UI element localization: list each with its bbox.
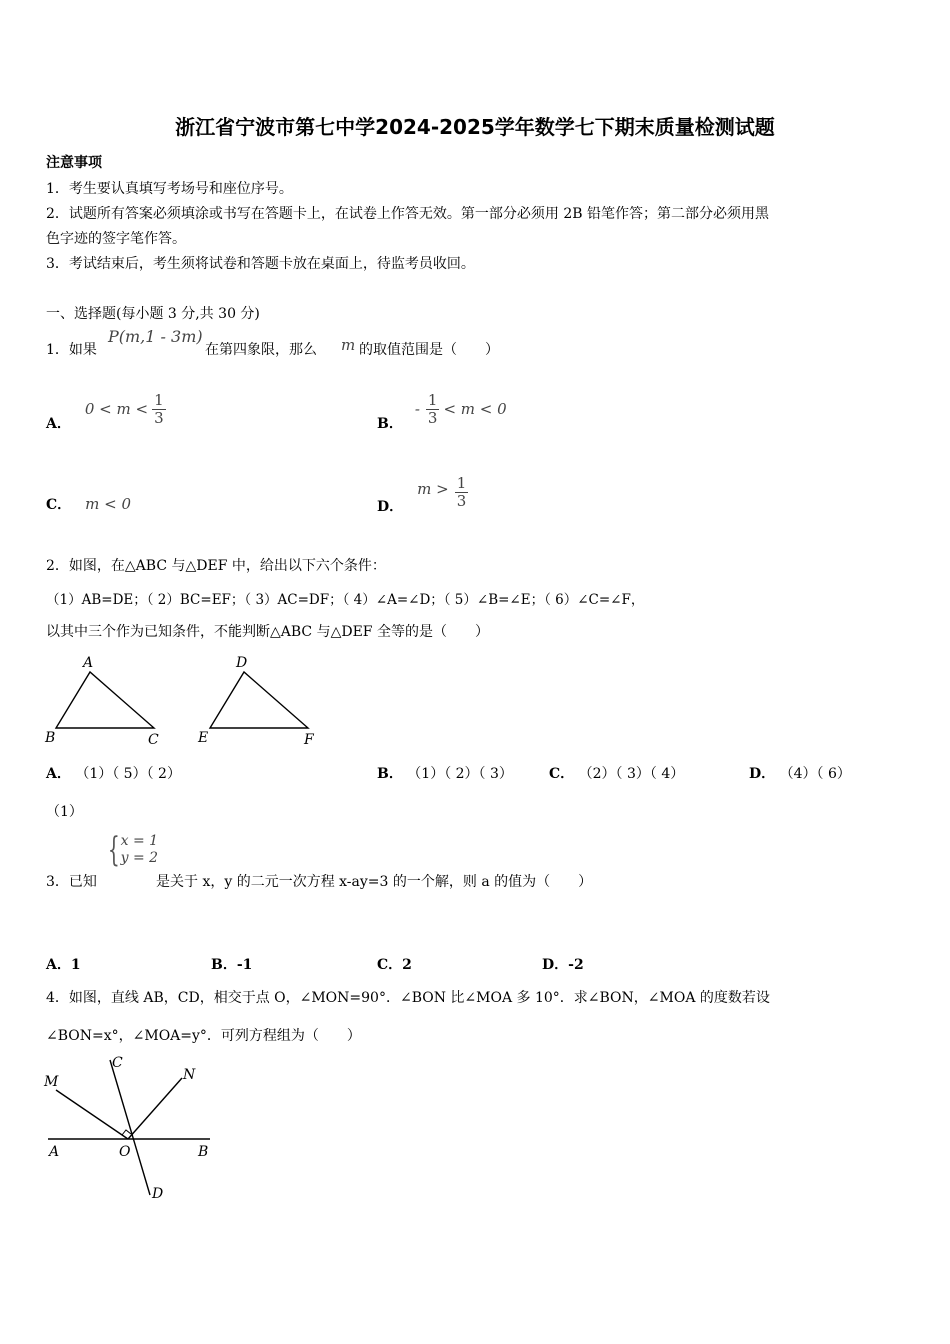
q2-triangles-figure	[40, 652, 330, 750]
label-d: D	[236, 655, 248, 671]
q1-var: m	[341, 336, 356, 354]
q2-option-d[interactable]	[749, 763, 851, 783]
notice-item-3: 3．考试结束后，考生须将试卷和答题卡放在桌面上，待监考员收回。	[46, 256, 475, 272]
q3-option-d[interactable]	[542, 954, 584, 974]
notice-item-1: 1．考生要认真填写考场号和座位序号。	[46, 181, 293, 197]
label-o: O	[119, 1144, 131, 1160]
label-c: C	[148, 732, 159, 748]
q3-option-a-label: A．	[46, 957, 71, 973]
q4-line-2: ∠BON=x°，∠MOA=y°．可列方程组为（ ）	[46, 1028, 361, 1044]
q2-line-1: 2．如图，在△ABC 与△DEF 中，给出以下六个条件：	[46, 558, 386, 574]
q1-option-a-fraction	[152, 392, 166, 427]
q3-option-b[interactable]	[211, 954, 252, 974]
page-title: 浙江省宁波市第七中学2024-2025学年数学七下期末质量检测试题	[175, 115, 775, 139]
q1-point-expr: P(m,1 - 3m)	[108, 327, 203, 346]
ray-om	[56, 1090, 128, 1139]
q2-option-a-label: A．	[46, 766, 71, 782]
q2-option-a[interactable]	[46, 763, 181, 783]
q1-option-b-fraction	[426, 392, 440, 427]
notice-item-2-cont: 色字迹的签字笔作答。	[46, 231, 186, 247]
q4-lines-figure	[40, 1050, 220, 1205]
q1-option-d-left: m >	[417, 480, 449, 498]
q2-option-c-text: （2）（ 3）（ 4）	[578, 766, 685, 782]
q3-option-c-label: C．	[377, 957, 403, 973]
q2-option-d-continued: （1）	[46, 804, 83, 820]
q3-option-d-value: -2	[568, 957, 584, 973]
q3-eq-1: x = 1	[120, 833, 159, 849]
q3-prefix: 3．已知	[46, 874, 97, 890]
q3-option-a[interactable]	[46, 954, 81, 974]
q2-option-b[interactable]	[377, 763, 513, 783]
q3-option-b-value: -1	[236, 957, 253, 973]
q1-option-c-expr: m < 0	[85, 495, 132, 513]
q1-option-b-right: < m < 0	[443, 400, 507, 418]
q1-option-b-den: 3	[427, 408, 438, 427]
q1-option-a-label: A．	[46, 416, 71, 432]
q1-option-d[interactable]	[377, 468, 468, 516]
q1-option-d-label: D．	[377, 499, 404, 515]
triangle-abc	[56, 672, 154, 728]
q3-option-d-label: D．	[542, 957, 569, 973]
triangle-def	[210, 672, 308, 728]
q1-option-d-den: 3	[456, 491, 467, 510]
q1-option-b[interactable]	[377, 385, 507, 433]
section-heading: 一、选择题(每小题 3 分,共 30 分)	[46, 306, 260, 322]
label-b: B	[45, 730, 56, 746]
q2-option-b-label: B．	[377, 766, 403, 782]
label-c: C	[112, 1055, 123, 1071]
q1-option-a-den: 3	[154, 408, 164, 427]
q1-option-b-num: 1	[427, 390, 438, 409]
q1-option-c[interactable]	[46, 494, 131, 514]
q2-option-c[interactable]	[549, 763, 684, 783]
q1-option-d-num: 1	[456, 473, 467, 492]
ray-on	[128, 1078, 182, 1139]
q1-option-b-label: B．	[377, 416, 403, 432]
label-d: D	[152, 1186, 164, 1202]
q1-prefix: 1．如果	[46, 342, 97, 358]
label-a: A	[83, 655, 94, 671]
q3-text: 是关于 x，y 的二元一次方程 x-ay=3 的一个解，则 a 的值为（ ）	[156, 874, 593, 890]
label-b: B	[198, 1144, 209, 1160]
notice-item-2: 2．试题所有答案必须填涂或书写在答题卡上，在试卷上作答无效。第一部分必须用 2B 铅笔作答；第二部分必须用黑	[46, 206, 769, 222]
q1-option-a[interactable]	[46, 385, 166, 433]
q3-option-c[interactable]	[377, 954, 412, 974]
q3-brace: {	[107, 830, 120, 870]
q2-option-b-text: （1）（ 2）（ 3）	[407, 766, 513, 782]
q1-option-a-num: 1	[154, 390, 164, 409]
q2-line-2: （1）AB=DE；（ 2）BC=EF；（ 3）AC=DF；（ 4）∠A=∠D；（ 5）∠B=∠E；（ 6）∠C=∠F，	[46, 592, 645, 608]
q2-option-d-text: （4）（ 6）	[779, 766, 851, 782]
q2-option-d-label: D．	[749, 766, 776, 782]
q3-option-a-value: 1	[70, 957, 81, 973]
q3-option-c-value: 2	[402, 957, 412, 973]
line-cd	[110, 1060, 150, 1195]
label-a: A	[49, 1144, 60, 1160]
right-angle-mark	[122, 1130, 131, 1135]
q2-line-3: 以其中三个作为已知条件，不能判断△ABC 与△DEF 全等的是（ ）	[46, 624, 489, 640]
q1-option-a-left: 0 < m <	[84, 400, 149, 418]
q1-option-b-minus: -	[414, 400, 420, 418]
q4-line-1: 4．如图，直线 AB，CD，相交于点 O，∠MON=90°．∠BON 比∠MOA 多 10°．求∠BON，∠MOA 的度数若设	[46, 990, 770, 1006]
q1-option-d-fraction	[455, 475, 469, 510]
q3-eq-2: y = 2	[120, 850, 159, 866]
q2-option-a-text: （1）（ 5）（ 2）	[75, 766, 181, 782]
q2-option-c-label: C．	[549, 766, 575, 782]
label-e: E	[198, 730, 209, 746]
q3-option-b-label: B．	[211, 957, 237, 973]
notice-heading: 注意事项	[46, 155, 102, 171]
q1-option-c-label: C．	[46, 497, 72, 513]
q3-equation-system	[103, 830, 159, 870]
label-f: F	[304, 732, 314, 748]
q1-middle: 在第四象限，那么	[205, 342, 317, 358]
q1-suffix: 的取值范围是（ ）	[359, 342, 499, 358]
label-m: M	[44, 1074, 59, 1090]
label-n: N	[183, 1067, 196, 1083]
